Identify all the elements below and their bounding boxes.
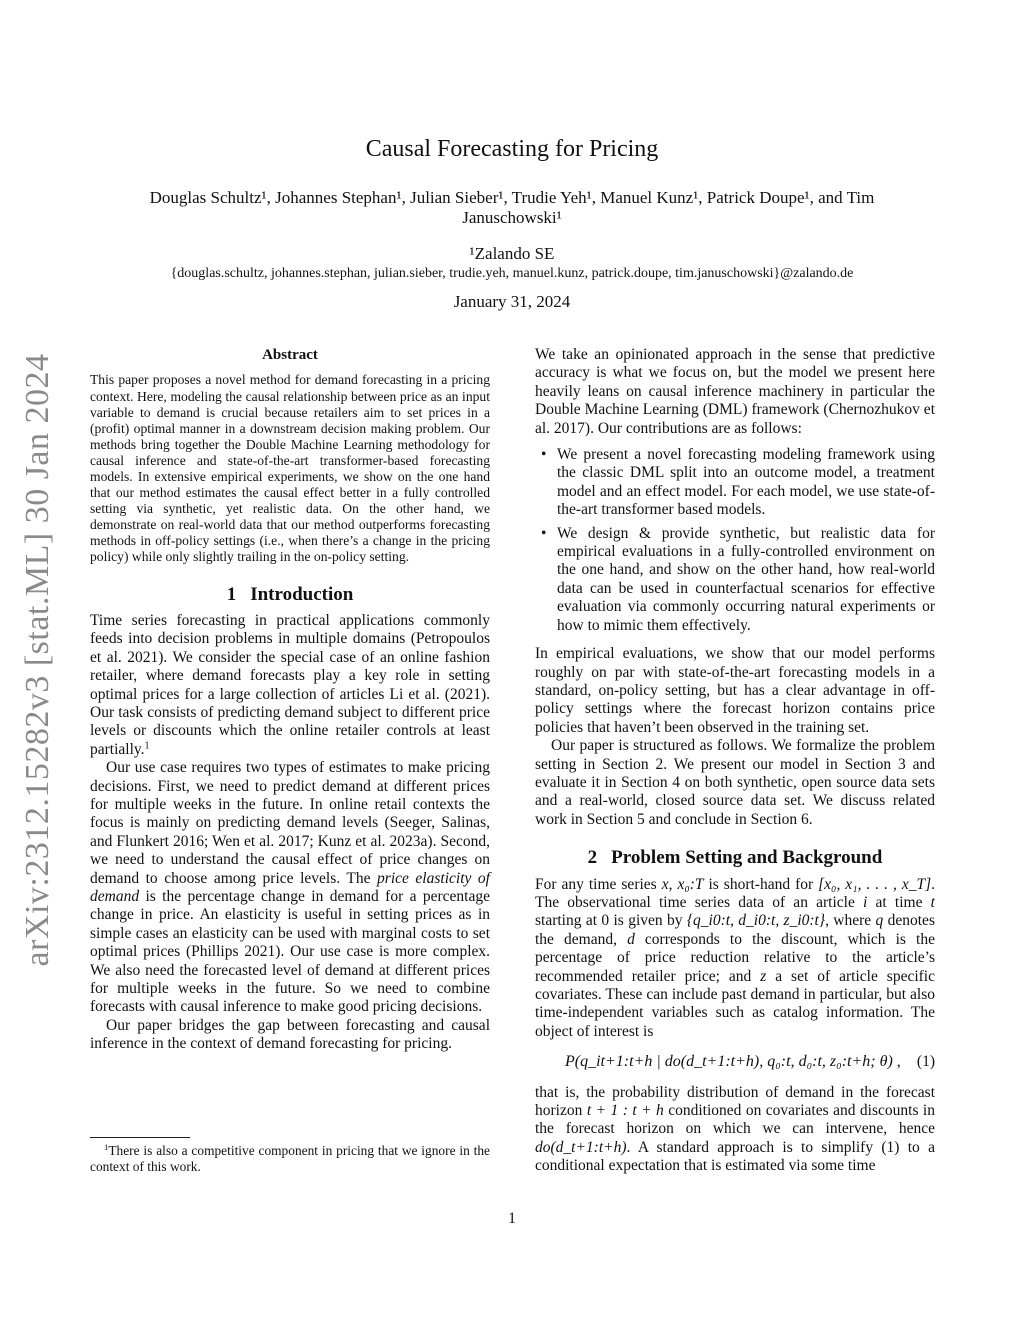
footnote-mark: 1 — [104, 1142, 109, 1153]
list-item-text: We design & provide synthetic, but realistic data for empirical evaluations in a fully-controlled environment on the one hand, and show on the other hand, how real-world data can be used in counterfactual scenarios for effective evaluation via commonly occurring natural experiments or how to mimic them effectively. — [557, 524, 935, 634]
text-run: , where — [825, 912, 876, 930]
bullet-icon: • — [541, 446, 547, 464]
abstract-heading: Abstract — [262, 347, 318, 363]
text-run: . A standard approach is to simplify (1) to a conditional expectation that is estimated via some time — [535, 1138, 935, 1175]
section-title: Problem Setting and Background — [611, 847, 883, 869]
abstract-text: This paper proposes a novel method for demand forecasting in a pricing context. Here, modeling the causal relationship between price as an input variable to demand is crucial because retailers aim to set prices in a (profit) optimal manner in a downstream decision making problem. Our methods bring together the Double Machine Learning methodology for causal inference and state-of-the-art transformer-based forecasting models. In extensive empirical experiments, we show on the one hand that our method estimates the causal effect better in a fully controlled setting via synthetic, yet realistic data. On the other hand, we demonstrate on real-world data that our method outperforms forecasting methods in off-policy settings (i.e., when there’s a change in the pricing policy) while only slightly trailing in the on-policy setting. — [90, 372, 490, 565]
author-list — [100, 188, 924, 228]
section-heading-problem-setting — [535, 849, 935, 867]
problem-setting-paragraph — [535, 876, 935, 1042]
paper-title: Causal Forecasting for Pricing — [365, 136, 659, 162]
section-number: 1 — [226, 583, 237, 605]
forecast-horizon-paragraph — [535, 1084, 935, 1176]
author-line-2: Januschowski¹ — [462, 208, 562, 227]
section-title: Introduction — [250, 583, 354, 605]
text-run: starting at 0 is given by — [535, 912, 687, 930]
math-inline: x — [661, 875, 669, 893]
text-run: For any time series — [535, 875, 662, 893]
math-inline: do(d_t+1:t+h) — [535, 1138, 627, 1156]
intro-paragraph-2-text-a: Our use case requires two types of estimates to make pricing decisions. First, we need to predict demand at different prices for multiple weeks in the future. In online retail contexts the focus is mainly on predicting demand levels (Seeger, Salinas, and Flunkert 2016; Wen et al. 2017; Kunz et al. 2023a). Second, we need to understand the causal effect of price changes on demand to choose among price levels. The — [90, 759, 490, 887]
list-item — [535, 446, 935, 520]
contributions-list — [535, 446, 935, 635]
author-line-1: Douglas Schultz¹, Johannes Stephan¹, Julian Sieber¹, Trudie Yeh¹, Manuel Kunz¹, Patrick Doupe¹, and Tim — [149, 188, 875, 207]
intro-paragraph-1 — [90, 612, 490, 759]
text-run: . The observational time series data of an article — [535, 875, 936, 911]
equation-1 — [535, 1053, 935, 1071]
text-run: a set of article specific covariates. These can include past demand in particular, but also time-independent variables such as catalog information. The object of interest is — [535, 967, 935, 1040]
arxiv-id: arXiv:2312.15282v3 [stat.ML] 30 Jan 2024 — [19, 353, 56, 967]
list-item-text: We present a novel forecasting modeling framework using the classic DML split into an outcome model, a treatment model and an effect model. For each model, we use state-of-the-art transformer based models. — [557, 446, 935, 519]
text-run: at time — [867, 893, 931, 911]
math-inline: i — [863, 893, 868, 911]
math-inline: {q_i0:t, d_i0:t, z_i0:t} — [686, 912, 826, 930]
emphasis-price-elasticity: price elasticity of demand — [90, 869, 490, 906]
math-inline: x₀:T — [677, 875, 704, 893]
text-run: denotes the demand, — [535, 912, 935, 948]
affiliation: ¹Zalando SE — [469, 244, 555, 263]
contributions-intro-paragraph: We take an opinionated approach in the sense that predictive accuracy is what we focus on, but the model we present here heavily leans on causal inference machinery in particular the Double Machine Learning (DML) framework (Chernozhukov et al. 2017). Our contributions are as follows: — [535, 346, 935, 437]
footnote — [90, 1143, 490, 1175]
author-emails: {douglas.schultz, johannes.stephan, julian.sieber, trudie.yeh, manuel.kunz, patrick.doupe, tim.januschowski}@zalando.de — [170, 266, 854, 281]
list-item — [535, 525, 935, 635]
footnote-divider — [90, 1137, 190, 1138]
text-run: that is, the probability distribution of demand in the forecast horizon — [535, 1083, 935, 1120]
text-run: , — [668, 875, 678, 893]
section-heading-introduction — [90, 583, 490, 605]
empirical-paragraph: In empirical evaluations, we show that our model performs roughly on par with state-of-the-art forecasting models in a standard, on-policy setting, but has a clear advantage in off-policy settings where the forecast horizon contains price policies that haven’t been observed in the training set. — [535, 645, 935, 736]
intro-paragraph-1-text: Time series forecasting in practical applications commonly feeds into decision problems in multiple domains (Petropoulos et al. 2021). We consider the special case of an online fashion retailer, where demand forecasts play a key role in setting optimal prices for a large collection of articles Li et al. (2021). Our task consists of predicting demand subject to different price levels or discounts which the online retailer controls at least partially. — [90, 611, 490, 758]
math-inline: q — [875, 912, 884, 930]
math-inline: [x₀, x₁, . . . , x_T] — [818, 875, 932, 893]
section-number: 2 — [587, 847, 598, 869]
bullet-icon: • — [541, 524, 547, 542]
text-run: corresponds to the discount, which is the percentage of price reduction relative to the article’s recommended retailer price; and — [535, 930, 935, 985]
left-column — [90, 346, 490, 1054]
intro-paragraph-3: Our paper bridges the gap between forecasting and causal inference in the context of demand forecasting for pricing. — [90, 1016, 490, 1053]
intro-paragraph-2-text-b: is the percentage change in demand for a percentage change in price. An elasticity is useful in setting prices as in simple cases an elasticity can be used with marginal costs to set optimal prices (Phillips 2021). Our use case is more complex. We also need the forecasted level of demand at different prices for multiple weeks in the future. So we need to combine forecasts with causal inference to make good pricing decisions. — [90, 888, 490, 1016]
math-inline: d — [627, 930, 635, 948]
page-number: 1 — [508, 1210, 516, 1227]
math-inline: z — [760, 967, 767, 985]
text-run: is short-hand for — [703, 875, 819, 893]
paper-date: January 31, 2024 — [453, 292, 571, 311]
math-inline: t — [930, 893, 935, 911]
equation-expression: P(q_it+1:t+h | do(d_t+1:t+h), q₀:t, d₀:t, z₀:t+h; θ) , — [565, 1053, 901, 1071]
math-inline: t + 1 : t + h — [586, 1102, 664, 1120]
equation-number: (1) — [916, 1053, 935, 1071]
structure-paragraph: Our paper is structured as follows. We formalize the problem setting in Section 2. We present our model in Section 3 and evaluate it in Section 4 on both synthetic, open source data sets and a real-world, closed source data set. We discuss related work in Section 5 and conclude in Section 6. — [535, 737, 935, 828]
footnote-text: There is also a competitive component in pricing that we ignore in the context of this work. — [90, 1143, 490, 1174]
intro-paragraph-2 — [90, 759, 490, 1017]
text-run: conditioned on covariates and discounts in the forecast horizon on which we can intervene, hence — [535, 1102, 935, 1138]
footnote-ref: 1 — [144, 740, 150, 752]
right-column — [535, 346, 935, 1176]
